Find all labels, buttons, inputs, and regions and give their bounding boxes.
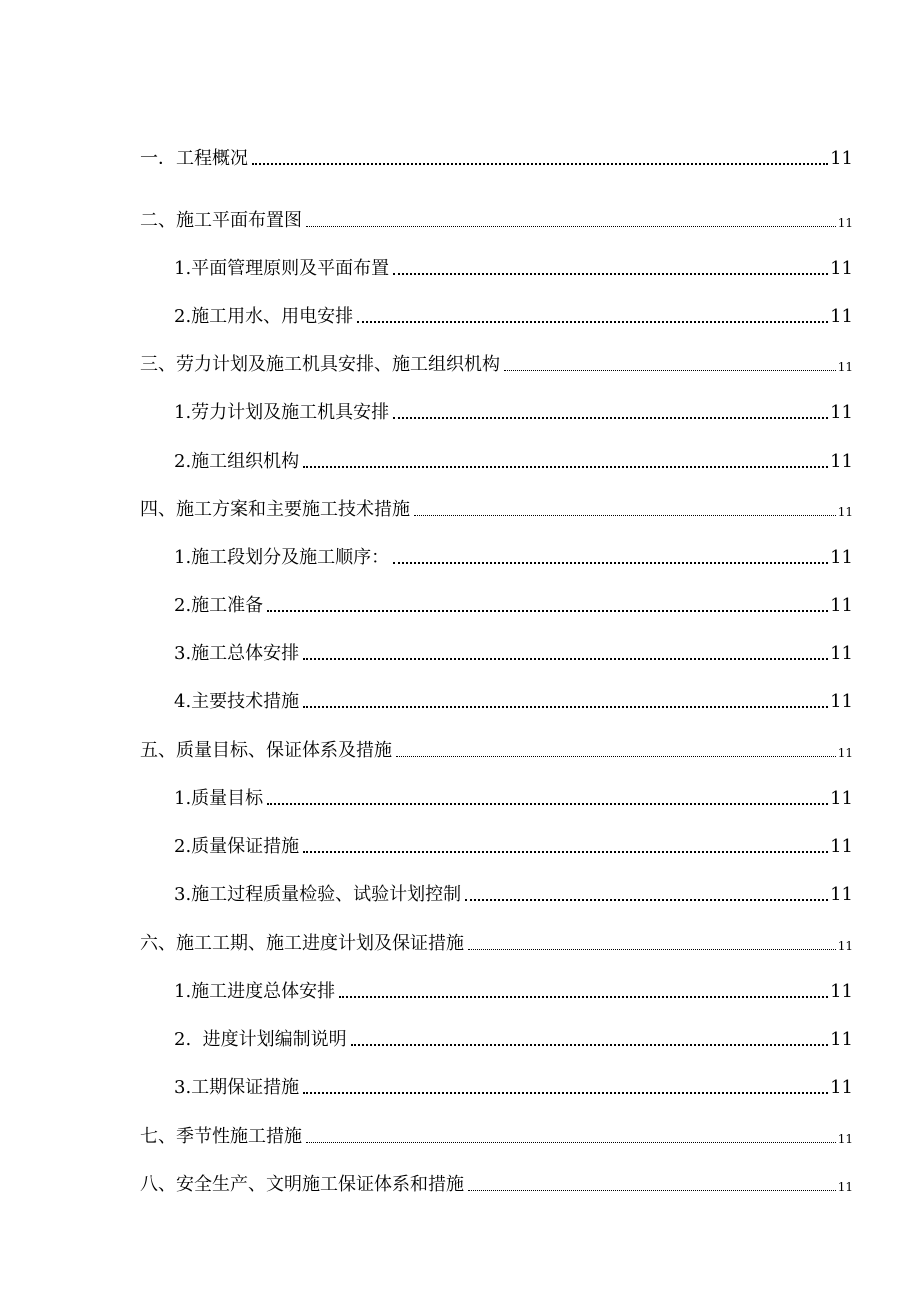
toc-entry-label: 1.劳力计划及施工机具安排: [174, 402, 390, 423]
toc-leader: [303, 466, 828, 468]
toc-entry-2[interactable]: [140, 202, 853, 232]
toc-page-number: 11: [830, 836, 853, 857]
toc-entry-1[interactable]: [140, 140, 853, 170]
toc-entry-label: 1.施工段划分及施工顺序：: [174, 547, 390, 568]
toc-entry-label: 3.施工总体安排: [174, 643, 300, 664]
toc-entry-12[interactable]: [174, 683, 853, 713]
toc-page-number: 11: [830, 258, 853, 279]
toc-entry-label: 2.施工准备: [174, 595, 264, 616]
toc-entry-14[interactable]: [174, 780, 853, 810]
toc-leader: [303, 658, 828, 660]
toc-leader: [351, 1044, 828, 1046]
toc-leader: [303, 851, 828, 853]
toc-leader: [465, 899, 828, 901]
toc-leader: [468, 1190, 836, 1191]
toc-entry-11[interactable]: [174, 635, 853, 665]
toc-entry-6[interactable]: [174, 394, 853, 424]
toc-page-number: 11: [830, 148, 853, 169]
toc-page-number: 11: [830, 691, 853, 712]
toc-entry-label: 3.施工过程质量检验、试验计划控制: [174, 884, 462, 905]
toc-leader: [393, 562, 828, 564]
toc-entry-label: 1.质量目标: [174, 788, 264, 809]
toc-entry-18[interactable]: [174, 973, 853, 1003]
toc-entry-label: 2.质量保证措施: [174, 836, 300, 857]
toc-entry-7[interactable]: [174, 443, 853, 473]
toc-entry-label: 七、季节性施工措施: [140, 1126, 302, 1147]
toc-entry-15[interactable]: [174, 828, 853, 858]
toc-leader: [267, 803, 828, 805]
toc-entry-5[interactable]: [140, 346, 853, 376]
toc-entry-label: 2. 进度计划编制说明: [174, 1029, 347, 1050]
toc-leader: [504, 370, 836, 371]
toc-entry-16[interactable]: [174, 876, 853, 906]
toc-page-number: 11: [837, 1132, 853, 1146]
toc-leader: [339, 996, 828, 998]
toc-entry-4[interactable]: [174, 298, 853, 328]
toc-leader: [303, 1092, 828, 1094]
toc-page-number: 11: [837, 505, 853, 519]
toc-leader: [357, 321, 828, 323]
toc-leader: [468, 949, 836, 950]
toc-page-number: 11: [830, 1029, 853, 1050]
toc-leader: [306, 226, 836, 227]
toc-page-number: 11: [830, 643, 853, 664]
toc-entry-19[interactable]: [174, 1021, 853, 1051]
toc-leader: [267, 610, 828, 612]
toc-page-number: 11: [830, 451, 853, 472]
toc-entry-20[interactable]: [174, 1069, 853, 1099]
toc-entry-9[interactable]: [174, 539, 853, 569]
toc-entry-label: 2.施工组织机构: [174, 451, 300, 472]
toc-entry-21[interactable]: [140, 1118, 853, 1148]
toc-entry-label: 六、施工工期、施工进度计划及保证措施: [140, 933, 464, 954]
toc-entry-8[interactable]: [140, 491, 853, 521]
toc-entry-17[interactable]: [140, 925, 853, 955]
toc-entry-22[interactable]: [140, 1166, 853, 1196]
toc-page-number: 11: [837, 216, 853, 230]
toc-entry-label: 1.施工进度总体安排: [174, 981, 336, 1002]
toc-page-number: 11: [830, 402, 853, 423]
toc-page-number: 11: [830, 306, 853, 327]
toc-leader: [414, 515, 836, 516]
toc-leader: [303, 706, 828, 708]
toc-entry-13[interactable]: [140, 732, 853, 762]
toc-leader: [393, 417, 828, 419]
toc-leader: [252, 163, 828, 165]
toc-entry-label: 3.工期保证措施: [174, 1077, 300, 1098]
toc-entry-label: 八、安全生产、文明施工保证体系和措施: [140, 1174, 464, 1195]
toc-page-number: 11: [837, 746, 853, 760]
toc-page-number: 11: [830, 1077, 853, 1098]
toc-entry-label: 一．工程概况: [140, 148, 248, 169]
toc-entry-3[interactable]: [174, 250, 853, 280]
toc-page-number: 11: [830, 547, 853, 568]
toc-page-number: 11: [837, 1180, 853, 1194]
toc-leader: [396, 756, 836, 757]
toc-entry-10[interactable]: [174, 587, 853, 617]
toc-entry-label: 4.主要技术措施: [174, 691, 300, 712]
toc-entry-label: 2.施工用水、用电安排: [174, 306, 354, 327]
toc-entry-label: 二、施工平面布置图: [140, 210, 302, 231]
toc-leader: [393, 273, 828, 275]
toc-entry-label: 三、劳力计划及施工机具安排、施工组织机构: [140, 354, 500, 375]
toc-entry-label: 1.平面管理原则及平面布置: [174, 258, 390, 279]
toc-page-number: 11: [837, 939, 853, 953]
toc-entry-label: 四、施工方案和主要施工技术措施: [140, 499, 410, 520]
toc-page-number: 11: [830, 981, 853, 1002]
toc-page-number: 11: [830, 595, 853, 616]
toc-page-number: 11: [830, 788, 853, 809]
toc-page-number: 11: [837, 360, 853, 374]
toc-leader: [306, 1142, 836, 1143]
toc-page-number: 11: [830, 884, 853, 905]
toc-entry-label: 五、质量目标、保证体系及措施: [140, 740, 392, 761]
